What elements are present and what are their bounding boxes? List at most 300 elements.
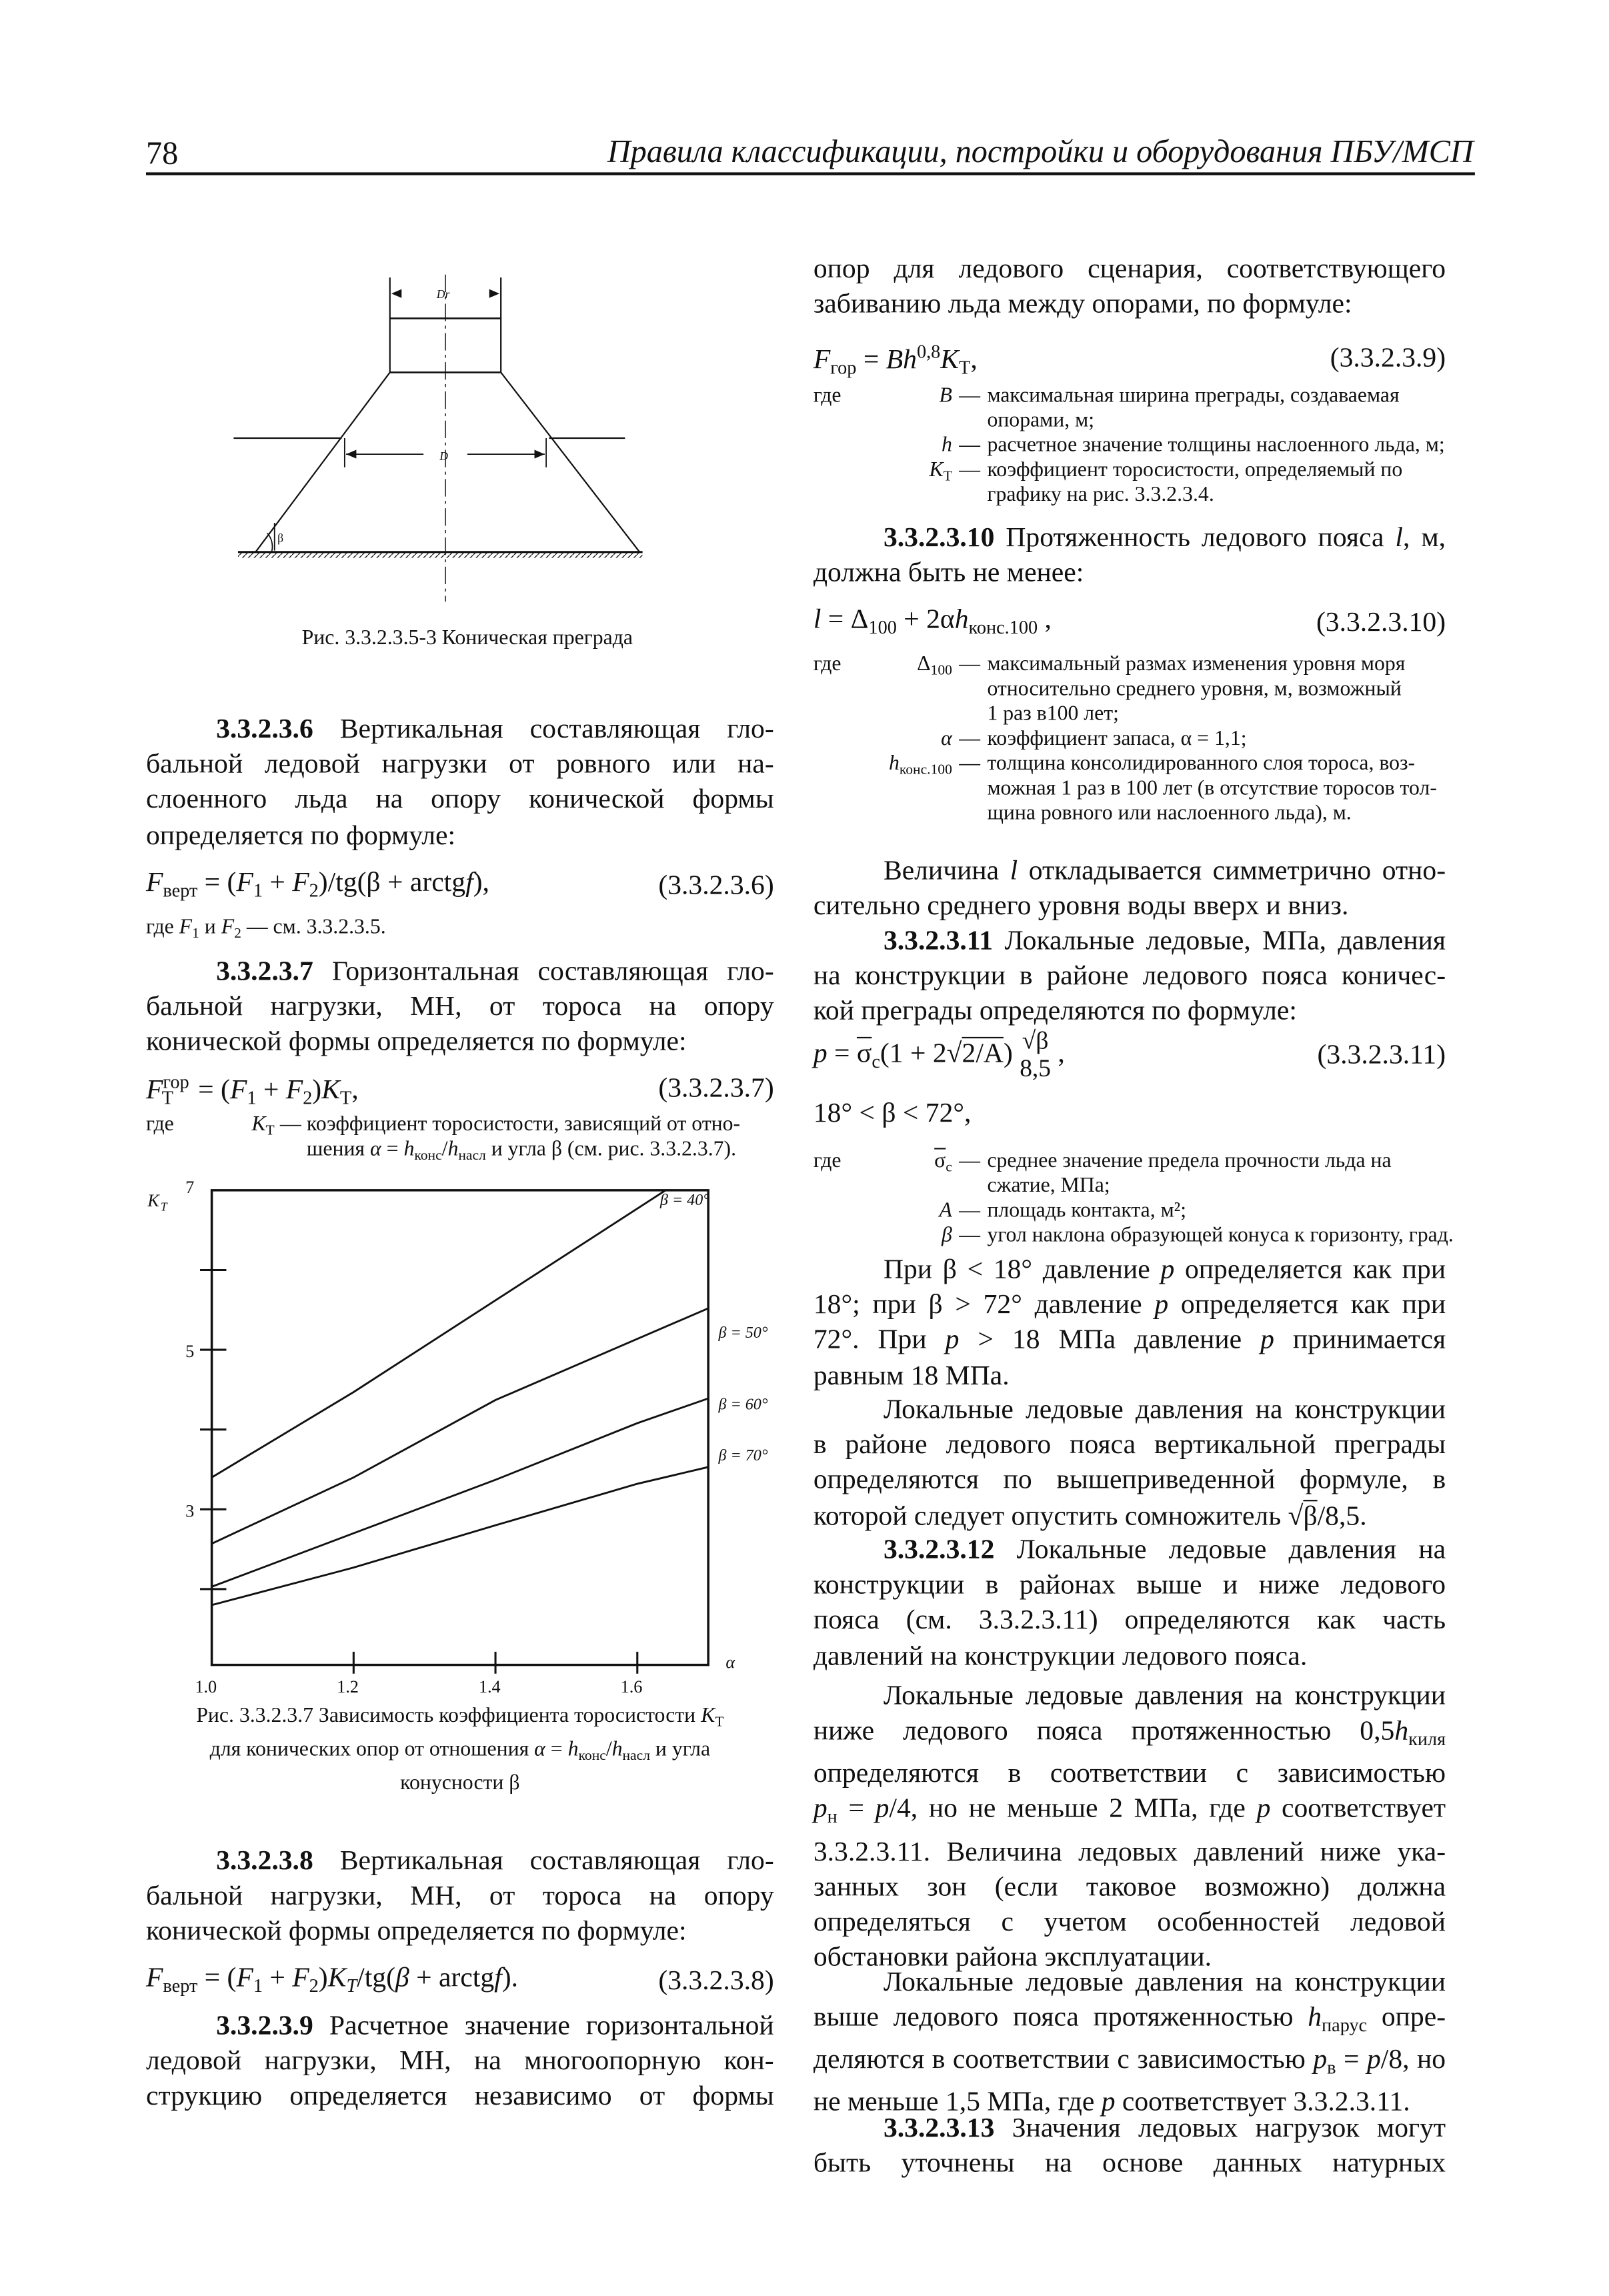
where-label: где [813,1149,842,1173]
text-segment: среднее значение предела прочности льда на [987,1149,1392,1173]
text-segment: угол наклона образующей конуса к горизонту, град. [987,1224,1454,1248]
text-segment: 3.3.2.3.9 [216,2011,313,2042]
cone-left-side [255,372,389,551]
text-segment: F [146,867,163,898]
text-segment: в [1327,2056,1336,2079]
text-segment: l [813,604,822,636]
text-line [814,1906,1446,1941]
text-segment: h [403,1138,415,1162]
text-segment: шения [306,1138,370,1162]
text-line [814,1324,1446,1359]
text-segment: / [605,1737,612,1762]
text-segment: 2 [309,879,319,901]
text-segment: /8,5. [1317,1500,1367,1532]
text-segment: пояса (см. 3.3.2.3.11) определяются как часть [813,1605,1446,1636]
text-segment: Т [161,1086,173,1109]
text-line [814,2043,1446,2086]
text-segment: )/tg(β + arctg [318,867,466,898]
where-label: где [146,1112,174,1136]
series-line-4 [212,1467,709,1605]
text-segment: α [369,1138,381,1162]
text-line [814,288,1446,323]
text-line [814,2147,1446,2183]
x-tick-label: 1.6 [620,1677,643,1697]
x-tick-label: 1.0 [195,1677,217,1697]
definition-text [987,728,1446,752]
text-line [814,1680,1446,1715]
formula-expression [814,333,978,387]
figure-caption-3-3-2-3-5-3: Рис. 3.3.2.3.5-3 Коническая преграда [301,626,633,650]
text-segment: = ( [197,1963,237,1994]
text-segment: β [1303,1500,1318,1532]
text-segment: 3.3.2.3.8 [216,1846,313,1877]
text-segment: Вертикальная составляющая гло- [313,1846,774,1877]
text-segment: B [939,383,952,408]
text-segment: = [381,1138,404,1162]
definition-term [872,1150,952,1199]
text-segment: 3.3.2.3.7 [216,956,313,988]
paragraph-3-3-2-3-13 [814,2112,1446,2183]
definition-text [987,1199,1446,1224]
definitions-3-3-2-3-9 [814,384,1446,508]
kt-coefficient-chart [131,1168,774,1708]
definition-term [872,1199,952,1224]
text-segment: , [1051,1038,1065,1070]
text-line [814,1604,1446,1640]
text-line [987,459,1446,483]
series-line-1 [212,1190,666,1478]
text-line [814,557,1446,592]
y-tick-label: 5 [185,1342,195,1362]
definition-text [987,1224,1453,1248]
text-segment: > 18 МПа давление [959,1325,1261,1356]
conical-obstacle-figure [219,263,657,614]
text-segment: толщина консолидированного слоя тороса, воз- [987,752,1416,776]
text-segment: и угла β (см. рис. 3.3.2.3.7). [485,1138,737,1162]
text-segment: F [229,1075,247,1106]
definition-row [814,752,1446,827]
denominator: 8,5 [1020,1054,1052,1082]
cone-right-side [501,372,639,551]
definition-row [814,433,1446,458]
text-segment: Т [959,356,971,379]
text-segment: гор [163,1070,189,1093]
text-segment: Значения ледовых нагрузок могут [994,2113,1446,2144]
text-segment: / [441,1138,448,1162]
text-line [146,1915,774,1951]
paragraph-3-3-2-3-9 [146,2009,774,2115]
definition-term [872,653,952,728]
text-line [146,819,774,854]
text-segment: p [945,1325,960,1356]
text-segment: h [1394,1716,1409,1747]
definition-dash: — [279,1112,301,1136]
text-segment: выше ледового пояса протяженностью [813,2002,1308,2033]
text-segment: откладывается симметрично отно- [1018,856,1446,887]
text-line [987,653,1446,678]
definitions-3-3-2-3-11 [813,1149,1454,1249]
definition-row [814,459,1446,508]
y-axis-label-subscript: T [160,1200,167,1214]
text-segment: соответствует [1270,1794,1446,1825]
text-line [987,433,1446,458]
text-segment: ), [473,867,489,898]
text-segment: ниже ледового пояса протяженностью 0,5 [813,1716,1395,1747]
definition-dash: — [959,752,981,776]
text-segment: β [395,1963,409,1994]
text-segment: = [837,1794,876,1825]
definition-term [872,1224,952,1248]
definition-dash: — [959,1224,981,1248]
formula-3-3-2-3-6 [146,864,774,910]
text-segment: /tg( [357,1963,395,1994]
page-number: 78 [146,134,179,171]
text-segment: парус [1322,2014,1368,2037]
text-line [987,752,1446,777]
text-segment: принимается [1274,1325,1446,1356]
text-segment: 1 [253,879,263,901]
text-segment: 100 [868,616,897,638]
text-segment: + [262,867,293,898]
y-axis-label: K [147,1190,159,1210]
definition-row [814,728,1446,752]
text-line [814,1569,1446,1604]
text-segment: определяется по формуле: [146,820,456,851]
text-segment: h [611,1737,623,1762]
equation-number: (3.3.2.3.9) [1330,343,1446,375]
text-line [814,2001,1446,2044]
paragraph-continuation [814,253,1446,323]
text-segment: ледовой нагрузки, МН, на многоопорную кон- [146,2046,774,2077]
text-line [987,1174,1446,1199]
text-segment: бальной нагрузки, МН, от тороса на опору [146,992,774,1023]
text-segment: $\overline{\sigma}$ [856,1038,872,1070]
text-segment: c [872,1050,880,1072]
text-segment: $\overline{\sigma}$ [934,1149,946,1173]
arrowhead-icon [535,450,545,459]
formula-expression [814,602,1052,647]
text-segment: конструкции в районах выше и ниже ледового [813,1570,1446,1601]
text-segment: определяются по вышеприведенной формуле, в [813,1465,1446,1496]
text-line [814,924,1446,960]
formula-expression [814,1028,1065,1084]
text-segment: 1 [247,1086,257,1109]
text-segment: в районе ледового пояса вертикальной преграды [813,1430,1446,1461]
text-segment: опорами, м; [987,409,1095,433]
y-tick-label: 7 [185,1178,195,1198]
definition-text [987,752,1446,827]
fraction [1020,1028,1051,1083]
x-axis-label: α [725,1652,735,1672]
text-segment: Локальные ледовые давления на [994,1534,1446,1566]
spacer [814,459,872,508]
spacer [814,1224,872,1248]
text-line [146,1845,774,1880]
text-line [814,1428,1446,1464]
definition-dash: — [959,1149,981,1173]
figure-caption-3-3-2-3-7 [146,1703,774,1797]
text-segment: β [942,1224,952,1248]
text-segment: = [545,1737,568,1762]
definition-term [872,433,952,458]
text-segment: максимальный размах изменения уровня моря [987,652,1406,676]
definition-dash: — [959,652,981,676]
spacer [814,752,872,827]
text-segment: K [929,458,944,482]
text-segment: F [179,916,193,940]
definition-row [814,1224,1454,1248]
arrowhead-icon [489,289,499,298]
text-segment: , [1038,604,1052,636]
text-line [814,521,1446,557]
text-segment: p [1256,1794,1271,1825]
text-segment: для конических опор от отношения [209,1737,535,1762]
text-line [814,1871,1446,1906]
text-segment: K [701,1704,715,1728]
text-line [987,384,1446,409]
definition-row [146,1113,774,1168]
text-segment: h [954,604,969,636]
text-segment: K [940,345,960,376]
formula-note [146,916,774,946]
text-segment: Bh [886,345,917,376]
text-segment: K [251,1112,266,1136]
text-segment: K [321,1075,340,1106]
text-segment: f [494,1963,502,1994]
text-segment: K [327,1963,347,1994]
x-tick-label: 1.2 [337,1677,359,1697]
formula-3-3-2-3-11 [814,1028,1446,1084]
paragraph-3-3-2-3-6 [146,713,774,854]
text-segment: + 2α [896,604,955,636]
text-segment: 18° < β < 72°, [813,1098,972,1129]
text-segment: коэффициент торосистости, зависящий от отно- [306,1112,741,1136]
text-segment: 1 [253,1974,263,1997]
definition-text [307,1113,774,1168]
text-line [987,1199,1446,1224]
text-line [146,2009,774,2045]
text-line [814,1464,1446,1499]
text-segment: определяется как при [1174,1254,1446,1286]
text-line [987,728,1446,752]
text-segment: ) [318,1963,328,1994]
text-segment: на конструкции в районе ледового пояса коничес- [813,961,1446,992]
text-segment: конической формы определяется по формуле: [146,1027,687,1058]
text-line [814,1499,1446,1534]
text-segment: + [256,1075,286,1106]
definition-text [987,459,1446,508]
text-segment: = [827,1038,857,1070]
text-segment: α [534,1737,545,1762]
text-segment: 1 раз в100 лет; [987,702,1119,726]
text-segment: = [856,345,886,376]
text-segment: Т [715,1714,724,1731]
text-segment: l [1395,523,1403,554]
text-segment: ) [1003,1038,1020,1070]
equation-number: (3.3.2.3.10) [1316,608,1446,639]
definition-dash: — [959,458,981,482]
text-segment: где [146,916,179,940]
text-segment: бальной ледовой нагрузки от ровного или на- [146,749,774,780]
text-segment: Т [265,1123,275,1140]
text-segment: 100 [930,663,952,680]
text-segment: н [827,1805,838,1828]
definition-text [987,653,1446,728]
text-line [987,777,1446,802]
text-line [814,960,1446,995]
text-segment: h [447,1138,459,1162]
spacer [814,1199,872,1224]
text-segment: соответствует 3.3.2.3.11. [1115,2087,1410,2119]
text-segment: и [199,916,221,940]
text-line [146,784,774,819]
text-segment: p [875,1794,890,1825]
text-segment: p [1160,1254,1175,1286]
paragraph-3-3-2-3-8 [146,1845,774,1951]
text-segment: p [813,1794,828,1825]
text-segment: 0,8 [916,340,941,363]
text-segment: 3.3.2.3.11. Величина ледовых давлений ниже ука- [813,1837,1446,1868]
paragraph-3-3-2-3-7 [146,955,774,1061]
text-segment: должна быть не менее: [813,558,1084,590]
text-segment: T [346,1974,357,1997]
text-segment: определяется как при [1168,1290,1446,1321]
text-segment: F [292,867,309,898]
x-tick-label: 1.4 [478,1677,501,1697]
text-segment: Вертикальная составляющая гло- [313,714,774,745]
text-segment: 3.3.2.3.12 [883,1534,995,1566]
text-segment: конической формы определяется по формуле: [146,1917,687,1948]
text-segment: F [285,1075,303,1106]
text-segment: опор для ледового сценария, соответствующего [813,254,1446,285]
text-line [814,1640,1446,1675]
text-segment: F [813,345,831,376]
text-segment: 3.3.2.3.13 [883,2113,995,2144]
series-label: β = 40° [659,1191,709,1209]
formula-expression [146,1063,359,1117]
text-segment: p [1313,2045,1328,2076]
text-segment: = ( [197,867,237,898]
text-segment: F [221,916,235,940]
paragraph-belt-length [814,854,1446,925]
text-line [814,1393,1446,1428]
text-line [814,1757,1446,1793]
text-segment: p [813,1038,828,1070]
paragraph-angle-limits [814,1253,1446,1394]
text-segment: c [946,1159,952,1176]
top-width-label: Dr [436,287,450,301]
text-segment: A [939,1198,952,1223]
definition-row [814,1199,1446,1224]
text-segment: Расчетное значение горизонтальной [313,2011,774,2042]
text-line [146,1770,774,1796]
definition-text [987,433,1446,458]
paragraph-below-belt [814,1680,1446,1977]
text-line [987,678,1446,702]
text-segment: не меньше 1,5 МПа, где [813,2087,1102,2119]
text-segment: h [942,433,952,457]
paragraph-vertical-obstacle [814,1393,1446,1534]
numerator: √β [1022,1026,1049,1055]
text-segment: — см. 3.3.2.3.5. [241,916,386,940]
text-line [987,1150,1446,1174]
text-line [146,955,774,990]
definition-row [814,1150,1446,1199]
definition-dash: — [959,1198,981,1223]
text-line [987,1224,1453,1248]
text-segment: 3.3.2.3.6 [216,714,313,745]
text-segment: деляются в соответствии с зависимостью [813,2045,1314,2076]
text-segment: коэффициент запаса, α = 1,1; [987,727,1247,751]
text-segment: 18°; при β > 72° давление [813,1290,1155,1321]
formula-3-3-2-3-9 [814,333,1446,387]
text-line [146,748,774,784]
text-segment: площадь контакта, м²; [987,1198,1187,1223]
text-line [814,1966,1446,2001]
text-segment: + [262,1963,293,1994]
arrowhead-icon [391,289,401,298]
formula-expression [146,864,489,910]
text-line [814,1793,1446,1835]
formula-3-3-2-3-10 [814,602,1446,647]
text-line [146,916,774,946]
text-segment: 72°. При [813,1325,946,1356]
text-line [307,1113,774,1138]
y-tick-label: 3 [185,1501,195,1521]
text-segment: максимальная ширина преграды, создаваемая [987,383,1400,408]
text-segment: расчетное значение толщины наслоенного льда, м; [987,433,1445,457]
text-segment: F [146,1963,163,1994]
text-segment: = [1336,2045,1367,2076]
text-line [146,990,774,1026]
series-line-3 [212,1398,709,1586]
text-line [146,1880,774,1915]
text-segment: Рис. 3.3.2.3.7 Зависимость коэффициента торосистости [196,1704,701,1728]
header-rule [146,172,1475,175]
text-segment: бальной нагрузки, МН, от тороса на опору [146,1881,774,1913]
text-segment: равным 18 МПа. [813,1360,1010,1392]
text-line [307,1138,774,1168]
text-segment: слоенного льда на опору конической формы [146,784,774,816]
text-segment: графику на рис. 3.3.2.3.4. [987,483,1214,507]
text-segment: Локальные ледовые, МПа, давления [993,926,1446,957]
text-segment: которой следует опустить сомножитель √ [813,1500,1304,1532]
definition-row [814,653,1446,728]
text-segment: давлений на конструкции ледового пояса. [813,1640,1308,1672]
text-segment: щина ровного или наслоенного льда), м. [987,802,1352,826]
text-segment: p [1101,2087,1116,2119]
definition-text [987,1150,1446,1199]
text-line [814,1534,1446,1569]
text-segment: ) [312,1075,322,1106]
series-line-2 [212,1308,709,1544]
text-segment: конс [414,1148,442,1164]
definition-dash: — [959,727,981,751]
text-segment: верт [163,879,198,901]
definition-row [814,384,1446,433]
text-segment: конс.100 [968,616,1038,638]
text-segment: конс [578,1748,606,1765]
definition-term [872,459,952,508]
where-label: где [813,383,842,408]
text-segment: /4, но не меньше 2 МПа, где [889,1794,1257,1825]
text-line [814,995,1446,1030]
text-line [814,2112,1446,2147]
text-segment: можная 1 раз в 100 лет (в отсутствие торосов тол- [987,777,1437,801]
text-segment: f [465,867,473,898]
text-segment: h [1308,2002,1322,2033]
plot-frame [212,1190,709,1665]
